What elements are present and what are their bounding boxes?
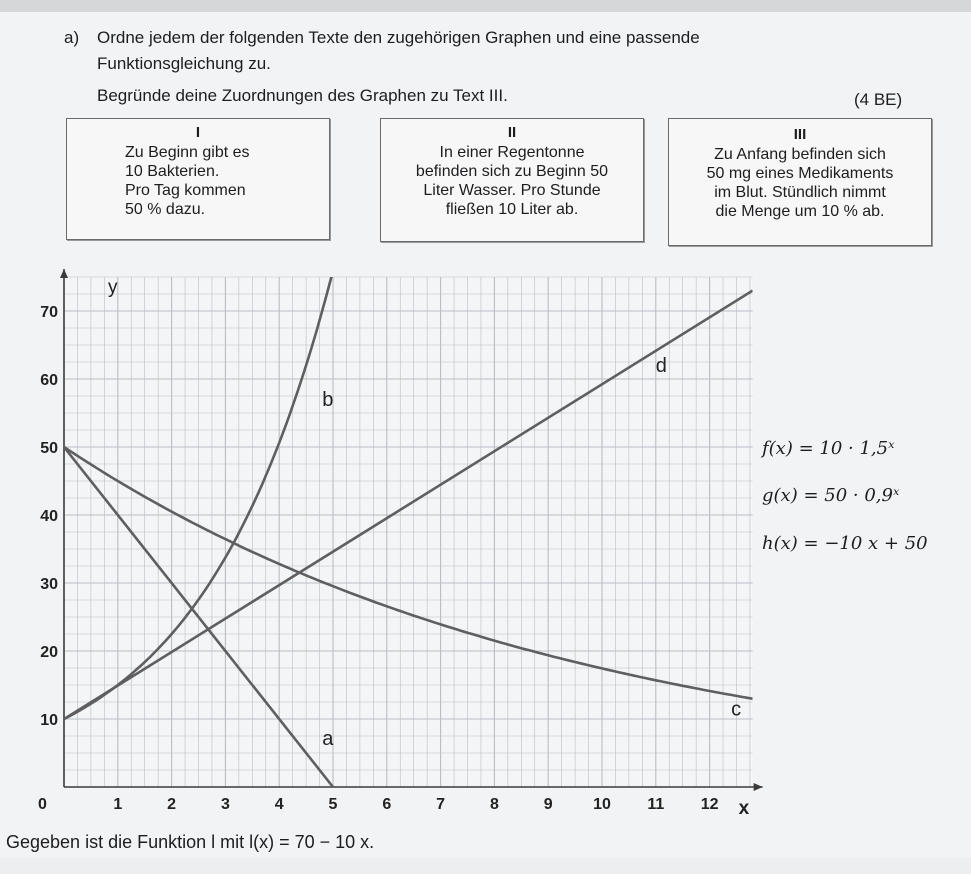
curve-label-b: b xyxy=(322,389,334,412)
x-tick-label: 5 xyxy=(328,796,338,813)
y-tick-label: 60 xyxy=(40,372,58,389)
x-tick-label: 2 xyxy=(167,796,177,813)
card-3-number: III xyxy=(793,126,807,143)
y-tick-label: 70 xyxy=(40,304,58,321)
text-card-2 xyxy=(380,118,644,242)
card-1-number: I xyxy=(195,124,201,141)
task-line-2: Funktionsgleichung zu. xyxy=(97,54,271,73)
curve-label-d: d xyxy=(655,355,667,378)
text-card-3 xyxy=(668,118,932,246)
x-tick-label: 0 xyxy=(38,796,47,813)
text-card-1 xyxy=(66,118,330,240)
card-2-number: II xyxy=(507,124,517,141)
y-tick-label: 30 xyxy=(40,576,58,593)
x-tick-label: 6 xyxy=(382,796,392,813)
x-tick-label: 4 xyxy=(274,796,284,813)
curve-label-a: a xyxy=(322,727,334,750)
x-axis-label: x xyxy=(738,798,750,815)
formula-g: g(x) = 50 · 0,9ˣ xyxy=(762,485,900,506)
y-axis-arrow xyxy=(60,269,68,278)
x-tick-label: 1 xyxy=(113,796,123,813)
task-line-3: Begründe deine Zuordnungen des Graphen zu Text III. xyxy=(97,86,508,105)
x-tick-label: 8 xyxy=(489,796,499,813)
top-shadow-band xyxy=(0,0,971,12)
card-2-text: In einer Regentonne befinden sich zu Beginn 50 Liter Wasser. Pro Stunde fließen 10 Liter ab. xyxy=(415,144,609,218)
x-axis-arrow xyxy=(754,783,763,791)
footer-text: Gegeben ist die Funktion l mit l(x) = 70 − 10 x. xyxy=(6,832,375,852)
x-tick-label: 12 xyxy=(700,796,719,813)
formula-h: h(x) = −10 x + 50 xyxy=(762,533,928,554)
y-tick-label: 40 xyxy=(40,508,58,525)
x-tick-label: 11 xyxy=(647,796,665,813)
card-3-text: Zu Anfang befinden sich 50 mg eines Medikaments im Blut. Stündlich nimmt die Menge um 10 % ab. xyxy=(706,146,894,220)
bottom-band xyxy=(0,858,971,874)
y-tick-label: 10 xyxy=(40,712,58,729)
x-tick-label: 3 xyxy=(220,796,230,813)
formula-f: f(x) = 10 · 1,5ˣ xyxy=(762,438,895,459)
y-tick-label: 20 xyxy=(40,644,58,661)
task-label: a) xyxy=(64,28,80,47)
x-tick-label: 9 xyxy=(543,796,553,813)
task-line-1: Ordne jedem der folgenden Texte den zugehörigen Graphen und eine passende xyxy=(97,28,700,47)
y-tick-label: 50 xyxy=(40,440,58,457)
x-tick-label: 7 xyxy=(436,796,446,813)
points-badge: (4 BE) xyxy=(854,90,903,109)
curve-label-c: c xyxy=(731,698,742,721)
y-axis-label: y xyxy=(108,277,118,298)
card-1-text: Zu Beginn gibt es 10 Bakterien. Pro Tag kommen 50 % dazu. xyxy=(125,144,250,218)
x-tick-label: 10 xyxy=(593,796,611,813)
